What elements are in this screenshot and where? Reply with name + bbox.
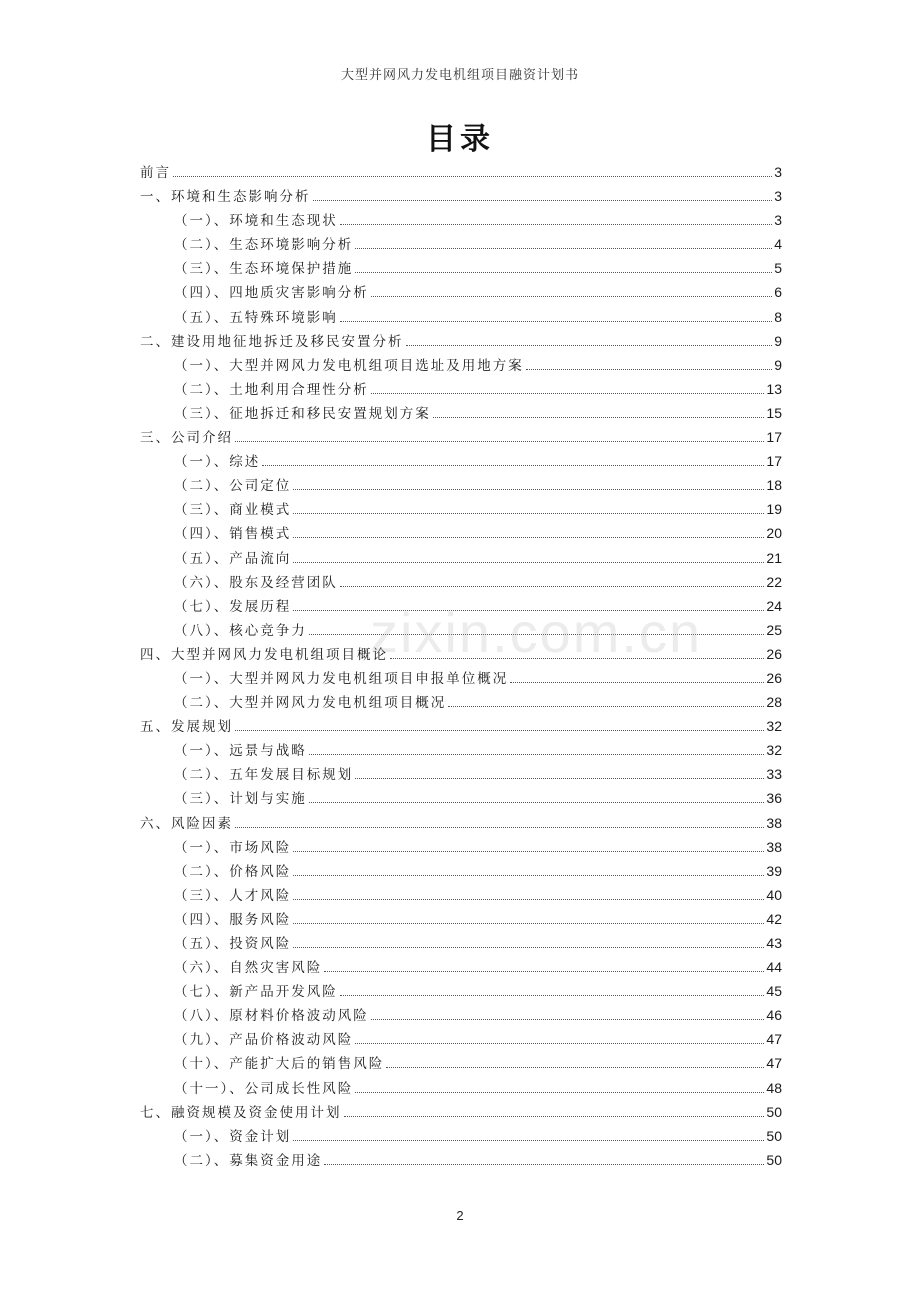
toc-entry[interactable]: [140, 811, 782, 835]
toc-entry-page: 48: [766, 1079, 782, 1096]
toc-subentry[interactable]: [140, 762, 782, 786]
page-title: 目录: [426, 122, 494, 157]
dot-leader: [293, 1140, 764, 1141]
dot-leader: [313, 200, 773, 201]
dot-leader: [293, 513, 764, 514]
toc-entry-label: （三）、人才风险: [174, 887, 292, 904]
toc-subentry[interactable]: [140, 979, 782, 1003]
toc-entry[interactable]: [140, 642, 782, 666]
toc-entry-label: （三）、征地拆迁和移民安置规划方案: [174, 405, 431, 422]
toc-entry-page: 38: [766, 814, 782, 831]
toc-subentry[interactable]: [140, 497, 782, 521]
toc-entry-page: 36: [766, 790, 782, 807]
toc-entry-label: 前言: [140, 165, 171, 181]
toc-entry-page: 6: [774, 284, 782, 301]
toc-entry-label: （二）、生态环境影响分析: [174, 237, 354, 254]
toc-entry-page: 25: [766, 621, 782, 638]
toc-entry-label: （四）、销售模式: [174, 526, 292, 543]
toc-entry-page: 18: [766, 477, 782, 494]
dot-leader: [340, 224, 772, 225]
running-header: 大型并网风力发电机组项目融资计划书: [340, 68, 579, 83]
dot-leader: [355, 248, 772, 249]
dot-leader: [510, 682, 764, 683]
toc-subentry[interactable]: [140, 666, 782, 690]
toc-entry-page: 50: [766, 1127, 782, 1144]
toc-subentry[interactable]: [140, 1076, 782, 1100]
toc-entry-page: 21: [766, 549, 782, 566]
dot-leader: [433, 417, 765, 418]
toc-subentry[interactable]: [140, 786, 782, 810]
dot-leader: [324, 971, 764, 972]
toc-entry-page: 40: [766, 886, 782, 903]
toc-subentry[interactable]: [140, 256, 782, 280]
toc-subentry[interactable]: [140, 449, 782, 473]
toc-subentry[interactable]: [140, 473, 782, 497]
dot-leader: [386, 1067, 764, 1068]
page-number: 2: [456, 1208, 464, 1223]
toc-entry-page: 43: [766, 935, 782, 951]
dot-leader: [262, 465, 764, 466]
dot-leader: [293, 899, 764, 900]
dot-leader: [309, 634, 765, 635]
toc-entry-page: 46: [766, 1007, 782, 1024]
dot-leader: [293, 947, 764, 948]
dot-leader: [293, 923, 764, 924]
toc-entry-page: 17: [766, 453, 782, 470]
dot-leader: [293, 537, 764, 538]
toc-entry-page: 15: [766, 404, 782, 421]
toc-entry-label: （一）、环境和生态现状: [174, 213, 338, 230]
dot-leader: [235, 441, 764, 442]
toc-subentry[interactable]: [140, 883, 782, 907]
toc-entry-label: （十）、产能扩大后的销售风险: [174, 1056, 385, 1073]
toc-entry-label: （三）、计划与实施: [174, 791, 307, 808]
toc-subentry[interactable]: [140, 353, 782, 377]
toc-entry-page: 20: [766, 525, 782, 542]
toc-entry[interactable]: [140, 1100, 782, 1124]
toc-subentry[interactable]: [140, 546, 782, 570]
toc-subentry[interactable]: [140, 690, 782, 714]
toc-entry-page: 3: [774, 188, 782, 205]
toc-entry[interactable]: [140, 160, 782, 184]
toc-entry-page: 33: [766, 766, 782, 783]
dot-leader: [293, 851, 764, 852]
dot-leader: [235, 730, 764, 731]
dot-leader: [340, 995, 765, 996]
toc-entry-label: （六）、自然灾害风险: [174, 960, 323, 977]
dot-leader: [344, 1116, 765, 1117]
toc-entry-page: 3: [774, 212, 782, 229]
toc-subentry[interactable]: [140, 521, 782, 545]
toc-entry-page: 9: [774, 356, 782, 373]
toc-entry-page: 42: [766, 910, 782, 927]
toc-entry-label: （一）、大型并网风力发电机组项目申报单位概况: [174, 670, 509, 687]
toc-entry-label: （八）、核心竞争力: [174, 622, 307, 639]
toc-subentry[interactable]: [140, 1003, 782, 1027]
toc-entry-label: 一、环境和生态影响分析: [140, 189, 311, 206]
toc-entry-label: （四）、四地质灾害影响分析: [174, 285, 369, 302]
dot-leader: [324, 1164, 764, 1165]
toc-entry-label: （二）、大型并网风力发电机组项目概况: [174, 695, 447, 712]
toc-entry-label: （一）、大型并网风力发电机组项目选址及用地方案: [174, 357, 524, 374]
toc-entry-page: 24: [766, 597, 782, 614]
toc-entry-label: （二）、五年发展目标规划: [174, 767, 354, 784]
toc-subentry[interactable]: [140, 738, 782, 762]
toc-entry-label: 四、大型并网风力发电机组项目概论: [140, 646, 388, 663]
toc-entry-page: 13: [766, 380, 782, 397]
toc-subentry[interactable]: [140, 618, 782, 642]
dot-leader: [355, 1092, 764, 1093]
toc-entry-label: （二）、募集资金用途: [174, 1152, 323, 1169]
dot-leader: [309, 802, 765, 803]
toc-entry-label: 二、建设用地征地拆迁及移民安置分析: [140, 333, 404, 350]
dot-leader: [293, 489, 764, 490]
toc-subentry[interactable]: [140, 1124, 782, 1148]
toc-entry-page: 39: [766, 862, 782, 879]
toc-entry-page: 50: [766, 1151, 782, 1168]
toc-entry-label: （一）、资金计划: [174, 1128, 292, 1145]
toc-entry-label: （九）、产品价格波动风险: [174, 1032, 354, 1049]
toc-entry[interactable]: [140, 329, 782, 353]
toc-subentry[interactable]: [140, 835, 782, 859]
toc-entry-page: 4: [774, 236, 782, 253]
dot-leader: [293, 610, 764, 611]
dot-leader: [293, 562, 764, 563]
toc-entry-page: 47: [766, 1055, 782, 1072]
toc-entry-page: 45: [766, 983, 782, 1000]
watermark: zixin.com.cn: [370, 601, 703, 664]
toc-entry-label: （二）、公司定位: [174, 478, 292, 495]
dot-leader: [448, 706, 764, 707]
dot-leader: [371, 1019, 765, 1020]
toc-entry-label: （二）、土地利用合理性分析: [174, 381, 369, 398]
dot-leader: [355, 778, 764, 779]
toc-subentry[interactable]: [140, 1148, 782, 1172]
toc-entry-label: （七）、发展历程: [174, 598, 292, 615]
toc-entry-label: （三）、商业模式: [174, 502, 292, 519]
toc-entry-page: 38: [766, 838, 782, 855]
dot-leader: [390, 658, 764, 659]
toc-entry-label: （一）、远景与战略: [174, 743, 307, 760]
toc-subentry[interactable]: [140, 280, 782, 304]
dot-leader: [406, 345, 773, 346]
toc-entry-label: （一）、市场风险: [174, 839, 292, 856]
toc-entry-page: 22: [766, 573, 782, 590]
toc-entry-page: 26: [766, 645, 782, 662]
toc-entry[interactable]: [140, 184, 782, 208]
toc-subentry[interactable]: [140, 859, 782, 883]
toc-entry-label: （三）、生态环境保护措施: [174, 261, 354, 278]
toc-subentry[interactable]: [140, 907, 782, 931]
dot-leader: [235, 827, 764, 828]
dot-leader: [173, 176, 772, 177]
toc-entry[interactable]: [140, 425, 782, 449]
dot-leader: [340, 321, 772, 322]
toc-entry-page: 28: [766, 694, 782, 711]
toc-subentry[interactable]: [140, 594, 782, 618]
toc-entry-page: 44: [766, 959, 782, 976]
toc-entry-page: 17: [766, 429, 782, 446]
dot-leader: [309, 754, 765, 755]
toc-entry-page: 50: [766, 1103, 782, 1120]
toc-entry-page: 32: [766, 742, 782, 759]
toc-entry-label: （六）、股东及经营团队: [174, 574, 338, 591]
toc-entry-label: （五）、产品流向: [174, 550, 292, 567]
toc-entry-page: 26: [766, 669, 782, 686]
toc-entry-page: 3: [774, 164, 782, 180]
toc-subentry[interactable]: [140, 232, 782, 256]
toc-entry-label: （一）、综述: [174, 454, 261, 471]
toc-subentry[interactable]: [140, 570, 782, 594]
toc-entry-page: 19: [766, 501, 782, 518]
table-of-contents: [140, 160, 782, 1172]
toc-entry-label: （五）、五特殊环境影响: [174, 309, 338, 326]
dot-leader: [293, 875, 764, 876]
dot-leader: [371, 393, 765, 394]
toc-entry-page: 9: [774, 332, 782, 349]
toc-entry-page: 5: [774, 260, 782, 277]
dot-leader: [526, 369, 772, 370]
toc-subentry[interactable]: [140, 1051, 782, 1075]
dot-leader: [340, 586, 765, 587]
toc-entry-page: 32: [766, 718, 782, 735]
toc-entry-label: 五、发展规划: [140, 719, 233, 736]
toc-subentry[interactable]: [140, 931, 782, 955]
toc-entry-page: 47: [766, 1031, 782, 1048]
toc-subentry[interactable]: [140, 208, 782, 232]
dot-leader: [371, 296, 772, 297]
toc-subentry[interactable]: [140, 1027, 782, 1051]
toc-subentry[interactable]: [140, 401, 782, 425]
toc-entry[interactable]: [140, 714, 782, 738]
toc-entry-label: 三、公司介绍: [140, 430, 233, 447]
dot-leader: [355, 272, 772, 273]
dot-leader: [355, 1043, 764, 1044]
toc-entry-label: （八）、原材料价格波动风险: [174, 1008, 369, 1025]
toc-entry-label: （五）、投资风险: [174, 936, 292, 952]
toc-subentry[interactable]: [140, 377, 782, 401]
toc-entry-page: 8: [774, 308, 782, 325]
toc-entry-label: （二）、价格风险: [174, 863, 292, 880]
toc-subentry[interactable]: [140, 305, 782, 329]
toc-entry-label: 六、风险因素: [140, 815, 233, 832]
toc-entry-label: （七）、新产品开发风险: [174, 984, 338, 1001]
toc-entry-label: （十一）、公司成长性风险: [174, 1080, 354, 1097]
toc-entry-label: （四）、服务风险: [174, 911, 292, 928]
toc-entry-label: 七、融资规模及资金使用计划: [140, 1104, 342, 1121]
toc-subentry[interactable]: [140, 955, 782, 979]
